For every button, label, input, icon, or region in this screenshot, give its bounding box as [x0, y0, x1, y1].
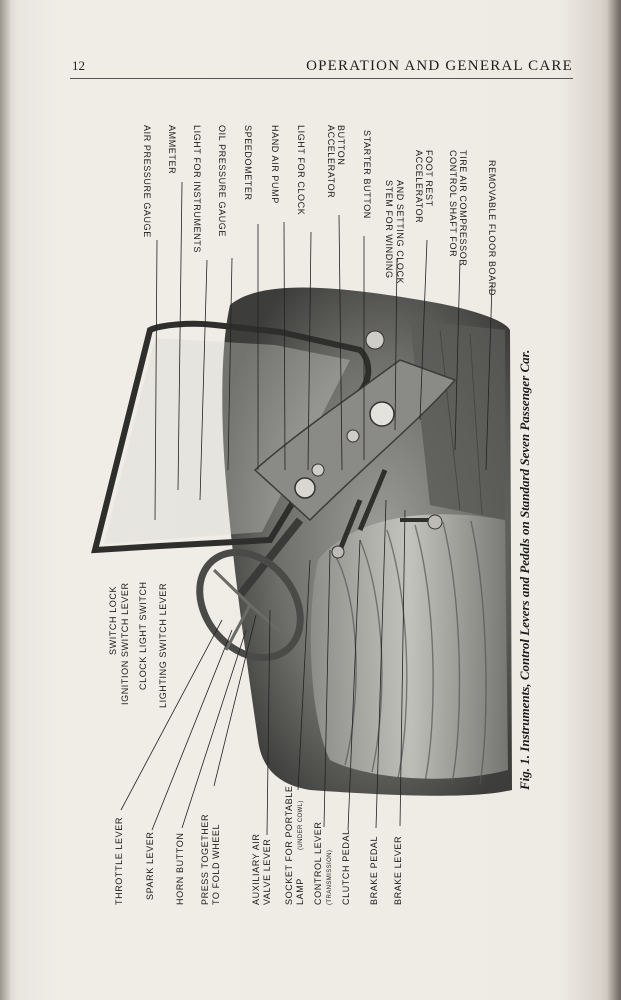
label-transmission: (TRANSMISSION) [327, 849, 333, 905]
label-clock-light-switch: CLOCK LIGHT SWITCH [138, 581, 148, 690]
label-accelerator-foot-rest-2: FOOT REST [424, 150, 434, 207]
label-spark-lever: SPARK LEVER [145, 831, 155, 900]
label-lamp: LAMP [295, 878, 305, 905]
figure-caption: Fig. 1. Instruments, Control Levers and Pedals on Standard Seven Passenger Car. [517, 349, 532, 790]
label-brake-lever: BRAKE LEVER [393, 835, 403, 905]
label-starter-button: STARTER BUTTON [362, 130, 372, 219]
label-valve-lever: VALVE LEVER [262, 838, 272, 905]
label-accelerator-button-1: ACCELERATOR [326, 125, 336, 199]
label-stem-winding-1: STEM FOR WINDING [384, 180, 394, 279]
label-hand-air-pump: HAND AIR PUMP [270, 125, 280, 204]
label-speedometer: SPEEDOMETER [243, 125, 253, 201]
label-brake-pedal: BRAKE PEDAL [369, 835, 379, 905]
label-press-together: PRESS TOGETHER [200, 813, 210, 905]
label-control-shaft-2: TIRE AIR COMPRESSOR [458, 150, 468, 267]
label-light-for-instruments: LIGHT FOR INSTRUMENTS [192, 125, 202, 253]
label-ammeter: AMMETER [167, 125, 177, 175]
label-stem-winding-2: AND SETTING CLOCK [395, 180, 405, 285]
label-ignition-switch-lever: IGNITION SWITCH LEVER [120, 582, 130, 705]
label-removable-floor-board: REMOVABLE FLOOR BOARD [487, 160, 497, 296]
label-throttle-lever: THROTTLE LEVER [114, 817, 124, 905]
label-horn-button: HORN BUTTON [175, 832, 185, 905]
label-accelerator-button-2: BUTTON [336, 125, 346, 166]
label-socket-portable: SOCKET FOR PORTABLE [284, 785, 294, 905]
running-title: OPERATION AND GENERAL CARE [306, 58, 573, 74]
clock-dial [370, 402, 394, 426]
label-accelerator-foot-rest-1: ACCELERATOR [414, 150, 424, 224]
label-clutch-pedal: CLUTCH PEDAL [341, 829, 351, 905]
label-control-lever: CONTROL LEVER [313, 821, 323, 905]
label-control-shaft-1: CONTROL SHAFT FOR [448, 150, 458, 258]
label-lighting-switch-lever: LIGHTING SWITCH LEVER [158, 582, 168, 708]
label-switch-lock: SWITCH LOCK [108, 585, 118, 655]
page-number: 12 [72, 58, 85, 73]
label-to-fold-wheel: TO FOLD WHEEL [211, 823, 221, 905]
label-under-cowl: (UNDER COWL) [298, 800, 304, 850]
gauge-dial [295, 478, 315, 498]
label-air-pressure-gauge: AIR PRESSURE GAUGE [142, 125, 152, 238]
label-oil-pressure-gauge: OIL PRESSURE GAUGE [217, 125, 227, 237]
label-light-for-clock: LIGHT FOR CLOCK [296, 125, 306, 216]
label-auxiliary-air: AUXILIARY AIR [251, 833, 261, 905]
